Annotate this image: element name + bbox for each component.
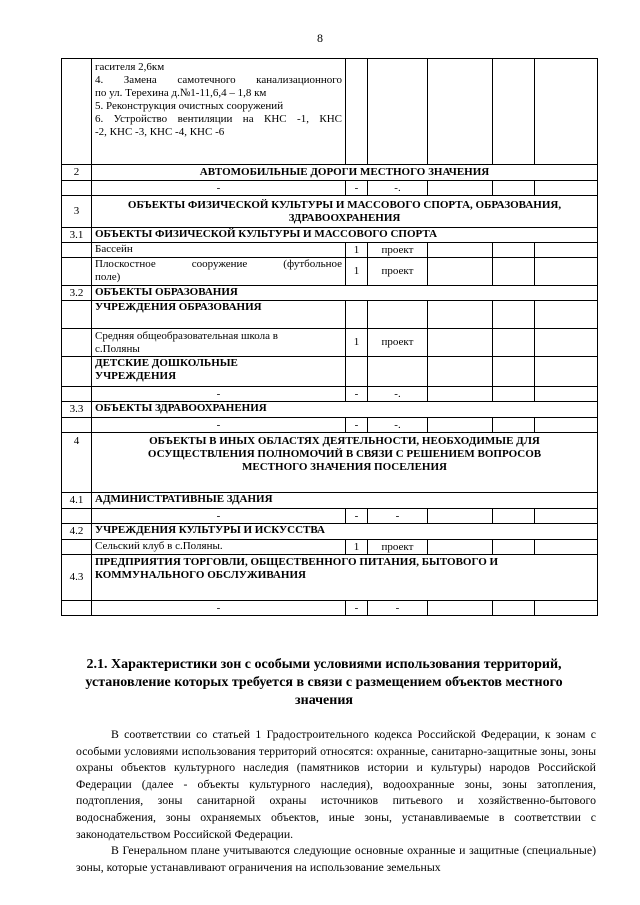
section-title-line-3: МЕСТНОГО ЗНАЧЕНИЯ ПОСЕЛЕНИЯ [242, 461, 447, 473]
dash-qty: - [346, 418, 368, 433]
dash-status: -. [368, 181, 428, 196]
dash-status: -. [368, 387, 428, 402]
dash-qty: - [346, 387, 368, 402]
section-title: УЧРЕЖДЕНИЯ КУЛЬТУРЫ И ИСКУССТВА [92, 524, 598, 540]
subsection-title: УЧРЕЖДЕНИЯ ОБРАЗОВАНИЯ [92, 301, 346, 329]
object-qty: 1 [346, 258, 368, 286]
page-number: 8 [317, 31, 323, 45]
dash-qty: - [346, 601, 368, 616]
object-name: Сельский клуб в с.Поляны. [92, 540, 346, 555]
object-name-cont: с.Поляны [95, 342, 140, 355]
paragraph-2: В Генеральном плане учитываются следующие основные охранные и защитные (специальные) зоны, которые устанавливают ограничения на использование земельных [76, 843, 596, 874]
paragraph-1: В соответствии со статьей 1 Градостроительного кодекса Российской Федерации, к зонам с особыми условиями использования территорий относятся: охранные, санитарно-защитные зоны, зоны охраны объектов культурного наследия (памятников истории и культуры) народов Российской Федерации (далее - объекты культурного наследия), водоохранные зоны, зоны затопления, подтопления, зоны санитарной охраны источников питьевого и хозяйственно-бытового водоснабжения, зоны охраняемых объектов, иные зоны, устанавливаемые в соответствии с законодательством Российской Федерации. [76, 727, 596, 841]
dash-name: - [92, 509, 346, 524]
object-status: проект [368, 243, 428, 258]
section-title-line-1: ОБЪЕКТЫ В ИНЫХ ОБЛАСТЯХ ДЕЯТЕЛЬНОСТИ, НЕОБХОДИМЫЕ ДЛЯ [149, 435, 540, 447]
object-status: проект [368, 258, 428, 286]
table-row-dash [62, 387, 598, 402]
subsection-title: ДЕТСКИЕ ДОШКОЛЬНЫЕ [95, 357, 238, 369]
cont-line-4: 5. Реконструкция очистных сооружений [95, 100, 284, 112]
table-row [62, 243, 598, 258]
section-title: АВТОМОБИЛЬНЫЕ ДОРОГИ МЕСТНОГО ЗНАЧЕНИЯ [92, 165, 598, 181]
table-row-subsection [62, 357, 598, 387]
section-heading [64, 656, 584, 710]
object-qty: 1 [346, 329, 368, 357]
object-name: Средняя общеобразовательная школа в [95, 329, 278, 342]
section-title: ОБЪЕКТЫ ФИЗИЧЕСКОЙ КУЛЬТУРЫ И МАССОВОГО СПОРТА, ОБРАЗОВАНИЯ, ЗДРАВООХРАНЕНИЯ [92, 196, 598, 228]
object-name: Бассейн [92, 243, 346, 258]
table-row-dash [62, 601, 598, 616]
table-row-section-3-2 [62, 286, 598, 301]
section-title: ОБЪЕКТЫ ЗДРАВООХРАНЕНИЯ [92, 402, 598, 418]
objects-table [61, 58, 598, 616]
dash-name: - [92, 387, 346, 402]
table-row-section-3 [62, 196, 598, 228]
object-qty: 1 [346, 243, 368, 258]
section-title: АДМИНИСТРАТИВНЫЕ ЗДАНИЯ [92, 493, 598, 509]
table-row [62, 540, 598, 555]
cont-line-5: 6. Устройство вентиляции на КНС -1, КНС [95, 113, 342, 125]
dash-name: - [92, 418, 346, 433]
section-body [76, 726, 596, 875]
table-row-section-4-2 [62, 524, 598, 540]
table-row-section-2 [62, 165, 598, 181]
section-title: ОБЪЕКТЫ ФИЗИЧЕСКОЙ КУЛЬТУРЫ И МАССОВОГО СПОРТА [92, 228, 598, 243]
table-row-section-4 [62, 433, 598, 493]
object-status: проект [368, 329, 428, 357]
table-row-section-3-1 [62, 228, 598, 243]
table-row-dash [62, 181, 598, 196]
row-number: 4.2 [62, 524, 92, 540]
dash-name: - [92, 181, 346, 196]
section-title-line-2: ОСУЩЕСТВЛЕНИЯ ПОЛНОМОЧИЙ В СВЯЗИ С РЕШЕНИЕМ ВОПРОСОВ [147, 448, 542, 460]
dash-status: - [368, 601, 428, 616]
table-row-subsection [62, 301, 598, 329]
dash-name: - [92, 601, 346, 616]
row-number: 4 [62, 433, 92, 493]
row-number: 2 [62, 165, 92, 181]
object-name-cont: поле) [95, 271, 121, 283]
table-row-dash [62, 509, 598, 524]
row-number: 3.2 [62, 286, 92, 301]
cont-line-6: -2, КНС -3, КНС -4, КНС -6 [95, 126, 225, 138]
table-row-dash [62, 418, 598, 433]
object-name: Плоскостное сооружение (футбольное [95, 258, 342, 270]
table-row-continuation [62, 59, 598, 165]
dash-qty: - [346, 509, 368, 524]
row-number: 4.3 [62, 555, 92, 601]
section-heading-line-2: установление которых требуется в связи с размещением объектов местного [85, 675, 563, 690]
object-status: проект [368, 540, 428, 555]
dash-status: -. [368, 418, 428, 433]
table-row-section-3-3 [62, 402, 598, 418]
row-number: 3.1 [62, 228, 92, 243]
cont-line-2: 4. Замена самотечного канализационного [95, 74, 342, 86]
cont-line-3: по ул. Терехина д.№1-11,6,4 – 1,8 км [95, 87, 267, 99]
table-row [62, 258, 598, 286]
object-qty: 1 [346, 540, 368, 555]
section-title: ОБЪЕКТЫ ОБРАЗОВАНИЯ [92, 286, 598, 301]
row-number: 3 [62, 196, 92, 228]
table-row-section-4-1 [62, 493, 598, 509]
section-title-line-2: КОММУНАЛЬНОГО ОБСЛУЖИВАНИЯ [95, 569, 306, 581]
dash-qty: - [346, 181, 368, 196]
section-heading-line-1: 2.1. Характеристики зон с особыми условиями использования территорий, [86, 657, 562, 672]
cont-line-1: гасителя 2,6км [95, 61, 165, 73]
subsection-title-cont: УЧРЕЖДЕНИЯ [95, 370, 177, 382]
row-number: 4.1 [62, 493, 92, 509]
section-heading-line-3: значения [295, 693, 353, 708]
section-title-line-1: ПРЕДПРИЯТИЯ ТОРГОВЛИ, ОБЩЕСТВЕННОГО ПИТАНИЯ, БЫТОВОГО И [95, 556, 499, 568]
table-row [62, 329, 598, 357]
dash-status: - [368, 509, 428, 524]
row-number: 3.3 [62, 402, 92, 418]
table-row-section-4-3 [62, 555, 598, 601]
